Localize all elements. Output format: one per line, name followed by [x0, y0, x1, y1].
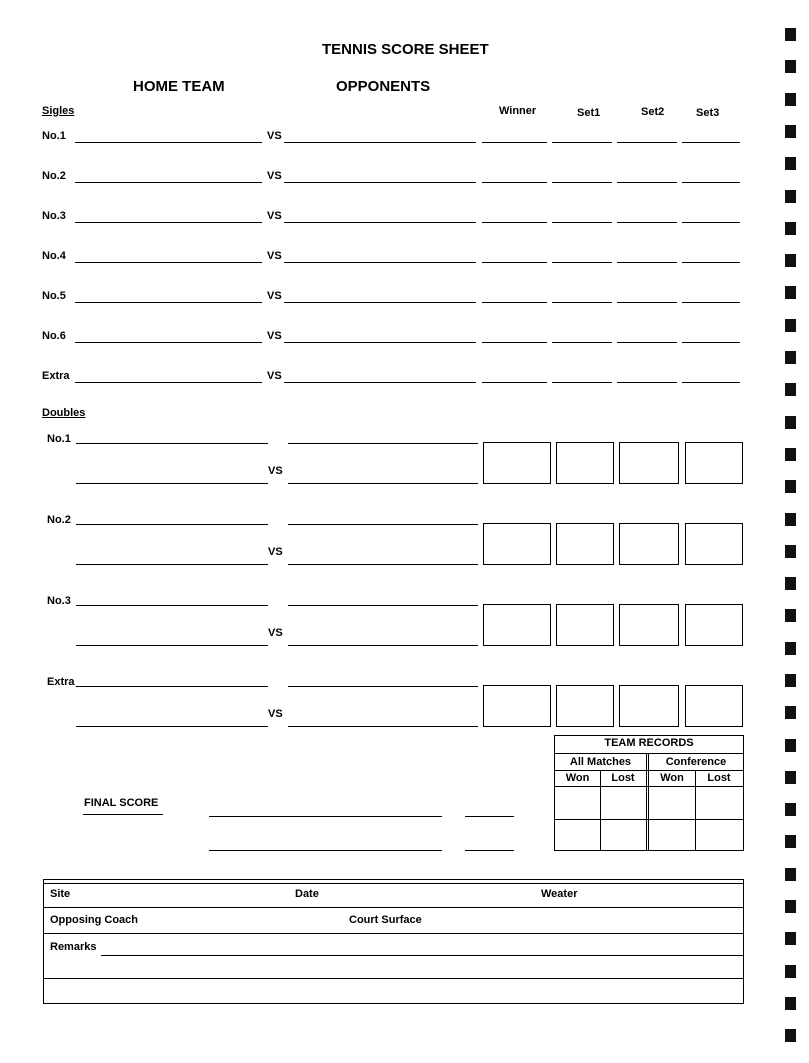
binder-mark-20: [785, 642, 796, 655]
doubles-opponent-player2-line-no-2[interactable]: [288, 564, 478, 565]
opposing-coach-label: Opposing Coach: [50, 914, 138, 926]
match-info-box: [43, 879, 744, 1004]
conference-label: Conference: [665, 756, 727, 768]
singles-home-player-line-no-5[interactable]: [75, 302, 262, 303]
binder-mark-11: [785, 351, 796, 364]
remarks-line-1[interactable]: [101, 955, 743, 956]
binder-mark-14: [785, 448, 796, 461]
singles-row-label-no-2: No.2: [42, 170, 66, 182]
binder-mark-19: [785, 609, 796, 622]
singles-row-label-no-3: No.3: [42, 210, 66, 222]
all-matches-won-cell-1[interactable]: [557, 788, 599, 818]
doubles-set3-box-no-3[interactable]: [685, 604, 743, 646]
final-score-underline: [83, 814, 163, 815]
binder-mark-28: [785, 900, 796, 913]
binder-mark-3: [785, 93, 796, 106]
binder-mark-17: [785, 545, 796, 558]
binder-mark-7: [785, 222, 796, 235]
singles-vs-no-6: VS: [267, 330, 282, 342]
doubles-opponent-player2-line-extra[interactable]: [288, 726, 478, 727]
doubles-home-player2-line-no-1[interactable]: [76, 483, 268, 484]
singles-set2-line-no-1[interactable]: [617, 142, 677, 143]
doubles-vs-no-2: VS: [268, 546, 283, 558]
all-matches-won-label: Won: [565, 772, 590, 784]
binder-mark-24: [785, 771, 796, 784]
singles-opponent-line-no-6[interactable]: [284, 342, 476, 343]
doubles-home-player1-line-no-2[interactable]: [76, 524, 268, 525]
doubles-opponent-player1-line-no-3[interactable]: [288, 605, 478, 606]
singles-winner-line-no-1[interactable]: [482, 142, 547, 143]
set1-column-header: Set1: [577, 107, 601, 119]
singles-set2-line-no-2[interactable]: [617, 182, 677, 183]
remarks-label: Remarks: [50, 941, 97, 953]
singles-set3-line-no-6[interactable]: [682, 342, 740, 343]
binder-mark-31: [785, 997, 796, 1010]
doubles-home-player1-line-no-3[interactable]: [76, 605, 268, 606]
binder-mark-2: [785, 60, 796, 73]
binder-mark-21: [785, 674, 796, 687]
binder-mark-22: [785, 706, 796, 719]
doubles-vs-no-3: VS: [268, 627, 283, 639]
final-score-home-line[interactable]: [209, 816, 442, 817]
doubles-set1-box-no-1[interactable]: [556, 442, 614, 484]
binder-mark-26: [785, 835, 796, 848]
singles-heading: Sigles: [42, 105, 75, 117]
singles-set1-line-no-1[interactable]: [552, 142, 612, 143]
singles-winner-line-no-2[interactable]: [482, 182, 547, 183]
singles-set2-line-extra[interactable]: [617, 382, 677, 383]
binder-mark-9: [785, 286, 796, 299]
doubles-row-label-no-1: No.1: [47, 433, 71, 445]
doubles-set2-box-no-1[interactable]: [619, 442, 679, 484]
doubles-set3-box-no-2[interactable]: [685, 523, 743, 565]
singles-set2-line-no-5[interactable]: [617, 302, 677, 303]
date-label: Date: [295, 888, 319, 900]
doubles-row-label-extra: Extra: [47, 676, 75, 688]
binder-mark-4: [785, 125, 796, 138]
singles-row-label-no-1: No.1: [42, 130, 66, 142]
binder-mark-12: [785, 383, 796, 396]
all-matches-label: All Matches: [569, 756, 632, 768]
binder-mark-5: [785, 157, 796, 170]
opponents-heading: OPPONENTS: [336, 78, 431, 95]
singles-row-label-no-4: No.4: [42, 250, 66, 262]
singles-set1-line-no-3[interactable]: [552, 222, 612, 223]
doubles-set2-box-extra[interactable]: [619, 685, 679, 727]
final-score-opponent-line[interactable]: [209, 850, 442, 851]
singles-vs-no-3: VS: [267, 210, 282, 222]
singles-vs-no-4: VS: [267, 250, 282, 262]
binder-mark-30: [785, 965, 796, 978]
binder-mark-32: [785, 1029, 796, 1042]
doubles-winner-box-no-3[interactable]: [483, 604, 551, 646]
singles-set1-line-no-6[interactable]: [552, 342, 612, 343]
binder-mark-1: [785, 28, 796, 41]
final-score-home-points-line[interactable]: [465, 816, 514, 817]
doubles-vs-no-1: VS: [268, 465, 283, 477]
set2-column-header: Set2: [641, 106, 665, 118]
final-score-label: FINAL SCORE: [84, 797, 159, 809]
winner-column-header: Winner: [499, 105, 537, 117]
singles-vs-no-5: VS: [267, 290, 282, 302]
singles-set1-line-extra[interactable]: [552, 382, 612, 383]
doubles-set1-box-no-2[interactable]: [556, 523, 614, 565]
set3-column-header: Set3: [696, 107, 720, 119]
singles-set2-line-no-3[interactable]: [617, 222, 677, 223]
binder-mark-29: [785, 932, 796, 945]
binder-mark-8: [785, 254, 796, 267]
doubles-opponent-player2-line-no-1[interactable]: [288, 483, 478, 484]
singles-row-label-no-5: No.5: [42, 290, 66, 302]
doubles-opponent-player2-line-no-3[interactable]: [288, 645, 478, 646]
doubles-home-player2-line-extra[interactable]: [76, 726, 268, 727]
weather-label: Weater: [541, 888, 578, 900]
singles-home-player-line-no-6[interactable]: [75, 342, 262, 343]
binder-mark-18: [785, 577, 796, 590]
conference-won-cell-1[interactable]: [651, 788, 693, 818]
singles-winner-line-no-5[interactable]: [482, 302, 547, 303]
all-matches-lost-cell-1[interactable]: [602, 788, 644, 818]
binder-mark-23: [785, 739, 796, 752]
doubles-opponent-player1-line-extra[interactable]: [288, 686, 478, 687]
site-label: Site: [50, 888, 71, 900]
singles-set1-line-no-4[interactable]: [552, 262, 612, 263]
doubles-winner-box-extra[interactable]: [483, 685, 551, 727]
singles-winner-line-no-4[interactable]: [482, 262, 547, 263]
singles-set3-line-no-5[interactable]: [682, 302, 740, 303]
doubles-opponent-player1-line-no-2[interactable]: [288, 524, 478, 525]
conference-lost-label: Lost: [707, 772, 731, 784]
singles-opponent-line-no-1[interactable]: [284, 142, 476, 143]
binder-mark-10: [785, 319, 796, 332]
conference-lost-cell-1[interactable]: [697, 788, 741, 818]
court-surface-label: Court Surface: [349, 914, 422, 926]
singles-row-label-no-6: No.6: [42, 330, 66, 342]
remarks-line-2[interactable]: [44, 978, 743, 979]
singles-set3-line-no-1[interactable]: [682, 142, 740, 143]
doubles-set3-box-no-1[interactable]: [685, 442, 743, 484]
singles-set3-line-no-2[interactable]: [682, 182, 740, 183]
singles-opponent-line-no-3[interactable]: [284, 222, 476, 223]
doubles-winner-box-no-2[interactable]: [483, 523, 551, 565]
doubles-home-player1-line-extra[interactable]: [76, 686, 268, 687]
singles-vs-extra: VS: [267, 370, 282, 382]
doubles-vs-extra: VS: [268, 708, 283, 720]
singles-home-player-line-no-1[interactable]: [75, 142, 262, 143]
singles-set2-line-no-4[interactable]: [617, 262, 677, 263]
binder-mark-6: [785, 190, 796, 203]
singles-winner-line-no-3[interactable]: [482, 222, 547, 223]
doubles-set3-box-extra[interactable]: [685, 685, 743, 727]
singles-opponent-line-extra[interactable]: [284, 382, 476, 383]
singles-row-label-extra: Extra: [42, 370, 70, 382]
doubles-home-player2-line-no-2[interactable]: [76, 564, 268, 565]
binder-mark-25: [785, 803, 796, 816]
doubles-home-player1-line-no-1[interactable]: [76, 443, 268, 444]
all-matches-lost-label: Lost: [611, 772, 635, 784]
doubles-winner-box-no-1[interactable]: [483, 442, 551, 484]
singles-vs-no-1: VS: [267, 130, 282, 142]
binder-mark-15: [785, 480, 796, 493]
final-score-opponent-points-line[interactable]: [465, 850, 514, 851]
doubles-set2-box-no-2[interactable]: [619, 523, 679, 565]
conference-won-label: Won: [660, 772, 684, 784]
singles-home-player-line-extra[interactable]: [75, 382, 262, 383]
singles-set3-line-extra[interactable]: [682, 382, 740, 383]
singles-home-player-line-no-2[interactable]: [75, 182, 262, 183]
singles-opponent-line-no-2[interactable]: [284, 182, 476, 183]
singles-set1-line-no-5[interactable]: [552, 302, 612, 303]
singles-opponent-line-no-4[interactable]: [284, 262, 476, 263]
singles-opponent-line-no-5[interactable]: [284, 302, 476, 303]
singles-winner-line-no-6[interactable]: [482, 342, 547, 343]
singles-winner-line-extra[interactable]: [482, 382, 547, 383]
doubles-opponent-player1-line-no-1[interactable]: [288, 443, 478, 444]
page-title: TENNIS SCORE SHEET: [322, 41, 489, 58]
team-records-title: TEAM RECORDS: [604, 737, 694, 749]
binder-mark-27: [785, 868, 796, 881]
singles-set3-line-no-4[interactable]: [682, 262, 740, 263]
singles-vs-no-2: VS: [267, 170, 282, 182]
home-team-heading: HOME TEAM: [133, 78, 225, 95]
binder-mark-13: [785, 416, 796, 429]
doubles-row-label-no-2: No.2: [47, 514, 71, 526]
team-records-table: [554, 735, 744, 851]
binder-mark-16: [785, 513, 796, 526]
doubles-heading: Doubles: [42, 407, 86, 419]
doubles-set1-box-no-3[interactable]: [556, 604, 614, 646]
singles-set3-line-no-3[interactable]: [682, 222, 740, 223]
doubles-home-player2-line-no-3[interactable]: [76, 645, 268, 646]
singles-home-player-line-no-3[interactable]: [75, 222, 262, 223]
doubles-set2-box-no-3[interactable]: [619, 604, 679, 646]
singles-set2-line-no-6[interactable]: [617, 342, 677, 343]
singles-home-player-line-no-4[interactable]: [75, 262, 262, 263]
doubles-set1-box-extra[interactable]: [556, 685, 614, 727]
singles-set1-line-no-2[interactable]: [552, 182, 612, 183]
doubles-row-label-no-3: No.3: [47, 595, 71, 607]
